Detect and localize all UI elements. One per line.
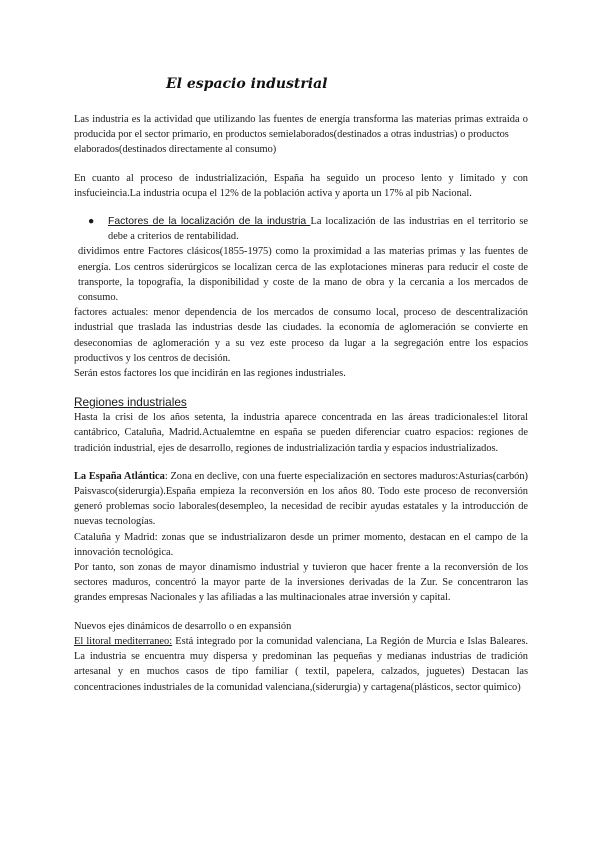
document-body <box>74 112 528 695</box>
catalonia-paragraph: Cataluña y Madrid: zonas que se industrializaron desde un primer momento, destacan en el campo de la innovación tecnológica. <box>74 531 528 558</box>
industrialization-paragraph: En cuanto al proceso de industrialización, España ha seguido un proceso lento y limitado y con insfucieincia.La industria ocupa el 12% de la población activa y aporta un 17% al pib Nacional. <box>74 172 528 199</box>
factors-conclusion: Serán estos factores los que incidirán en las regiones industriales. <box>74 368 346 380</box>
factors-bullet <box>74 214 528 244</box>
mediterranean-text: Está integrado por la comunidad valenciana, La Región de Murcia e Islas Baleares. La industria se encuentra muy dispersa y predominan las pequeñas y medianas industrias de tradición artesanal y en muchos casos de tipo familiar ( textil, papelera, calzados, juguetes) Destacan las concentraciones industriales de la comunidad valenciana,(siderurgia) y cartagena(plásticos, sector quimico) <box>74 635 528 693</box>
axes-heading: Nuevos ejes dinámicos de desarrollo o en expansión <box>74 620 292 632</box>
regions-paragraph: Hasta la crisi de los años setenta, la industria aparece concentrada en las áreas tradicionales:el litoral cantábrico, Cataluña, Madrid.Actualemtne en españa se pueden diferenciar cuatro espacios: regiones de tradición industrial, ejes de desarrollo, regiones de industrialización tardia y espacios industrializados. <box>74 412 528 454</box>
atlantic-text: : Zona en declive, con una fuerte especialización en sectores maduros:Asturias(carbón) Paisvasco(siderurgia).España empieza la reconversión en los años 80. Todo este proceso de reconversión generó problemas socio laborales(desempleo, la necesidad de recibir ayudas estatales y la introducción de nuevas tecnologías. <box>74 470 529 528</box>
document-title: El espacio industrial <box>166 76 328 92</box>
current-factors-paragraph: factores actuales: menor dependencia de los mercados de consumo local, proceso de descentralización industrial que traslada las industrias desde las ciudades. la economía de aglomeración se convierte en deseconomias de aglomeración y a su vez este proceso da lugar a la segregación entre los espacios productivos y los centros de decisión. <box>74 307 528 364</box>
therefore-paragraph: Por tanto, son zonas de mayor dinamismo industrial y tuvieron que hacer frente a la reconversión de los sectores maduros, concentró la mayor parte de la inversiones derivadas de la Zur. Se concentraron las grandes empresas Nacionales y las afiliadas a las multinacionales atrae inversión y capital. <box>74 562 528 604</box>
bullet-icon: ● <box>88 216 95 228</box>
intro-text: Las industria es la actividad que utilizando las fuentes de energía transforma las materias primas extraida o producida por el sector primario, en productos semielaborados(destinados a otras industrias) o productos <box>74 114 528 141</box>
intro-text-cont: elaborados(destinados directamente al consumo) <box>74 144 277 156</box>
atlantic-paragraph <box>74 469 528 530</box>
factors-bullet-text: La localización de las industrias en el territorio se debe a criterios de rentabilidad. <box>108 216 528 243</box>
mediterranean-paragraph <box>74 634 528 695</box>
mediterranean-label: El litoral mediterraneo: <box>74 635 173 647</box>
classic-factors-paragraph: dividimos entre Factores clásicos(1855-1975) como la proximidad a las materias primas y las fuentes de energía. Los centros siderúrgicos se localizan cerca de las explotaciones mineras para reducir el coste de transporte, la topografía, la disponibilidad y coste de la mano de obra y la cercania a los mercados de consumo. <box>78 246 528 304</box>
intro-paragraph <box>74 112 528 158</box>
factors-heading: Factores de la localización de la industria <box>108 216 311 228</box>
atlantic-label: La España Atlántica <box>74 470 165 482</box>
regions-heading: Regiones industriales <box>74 395 187 410</box>
